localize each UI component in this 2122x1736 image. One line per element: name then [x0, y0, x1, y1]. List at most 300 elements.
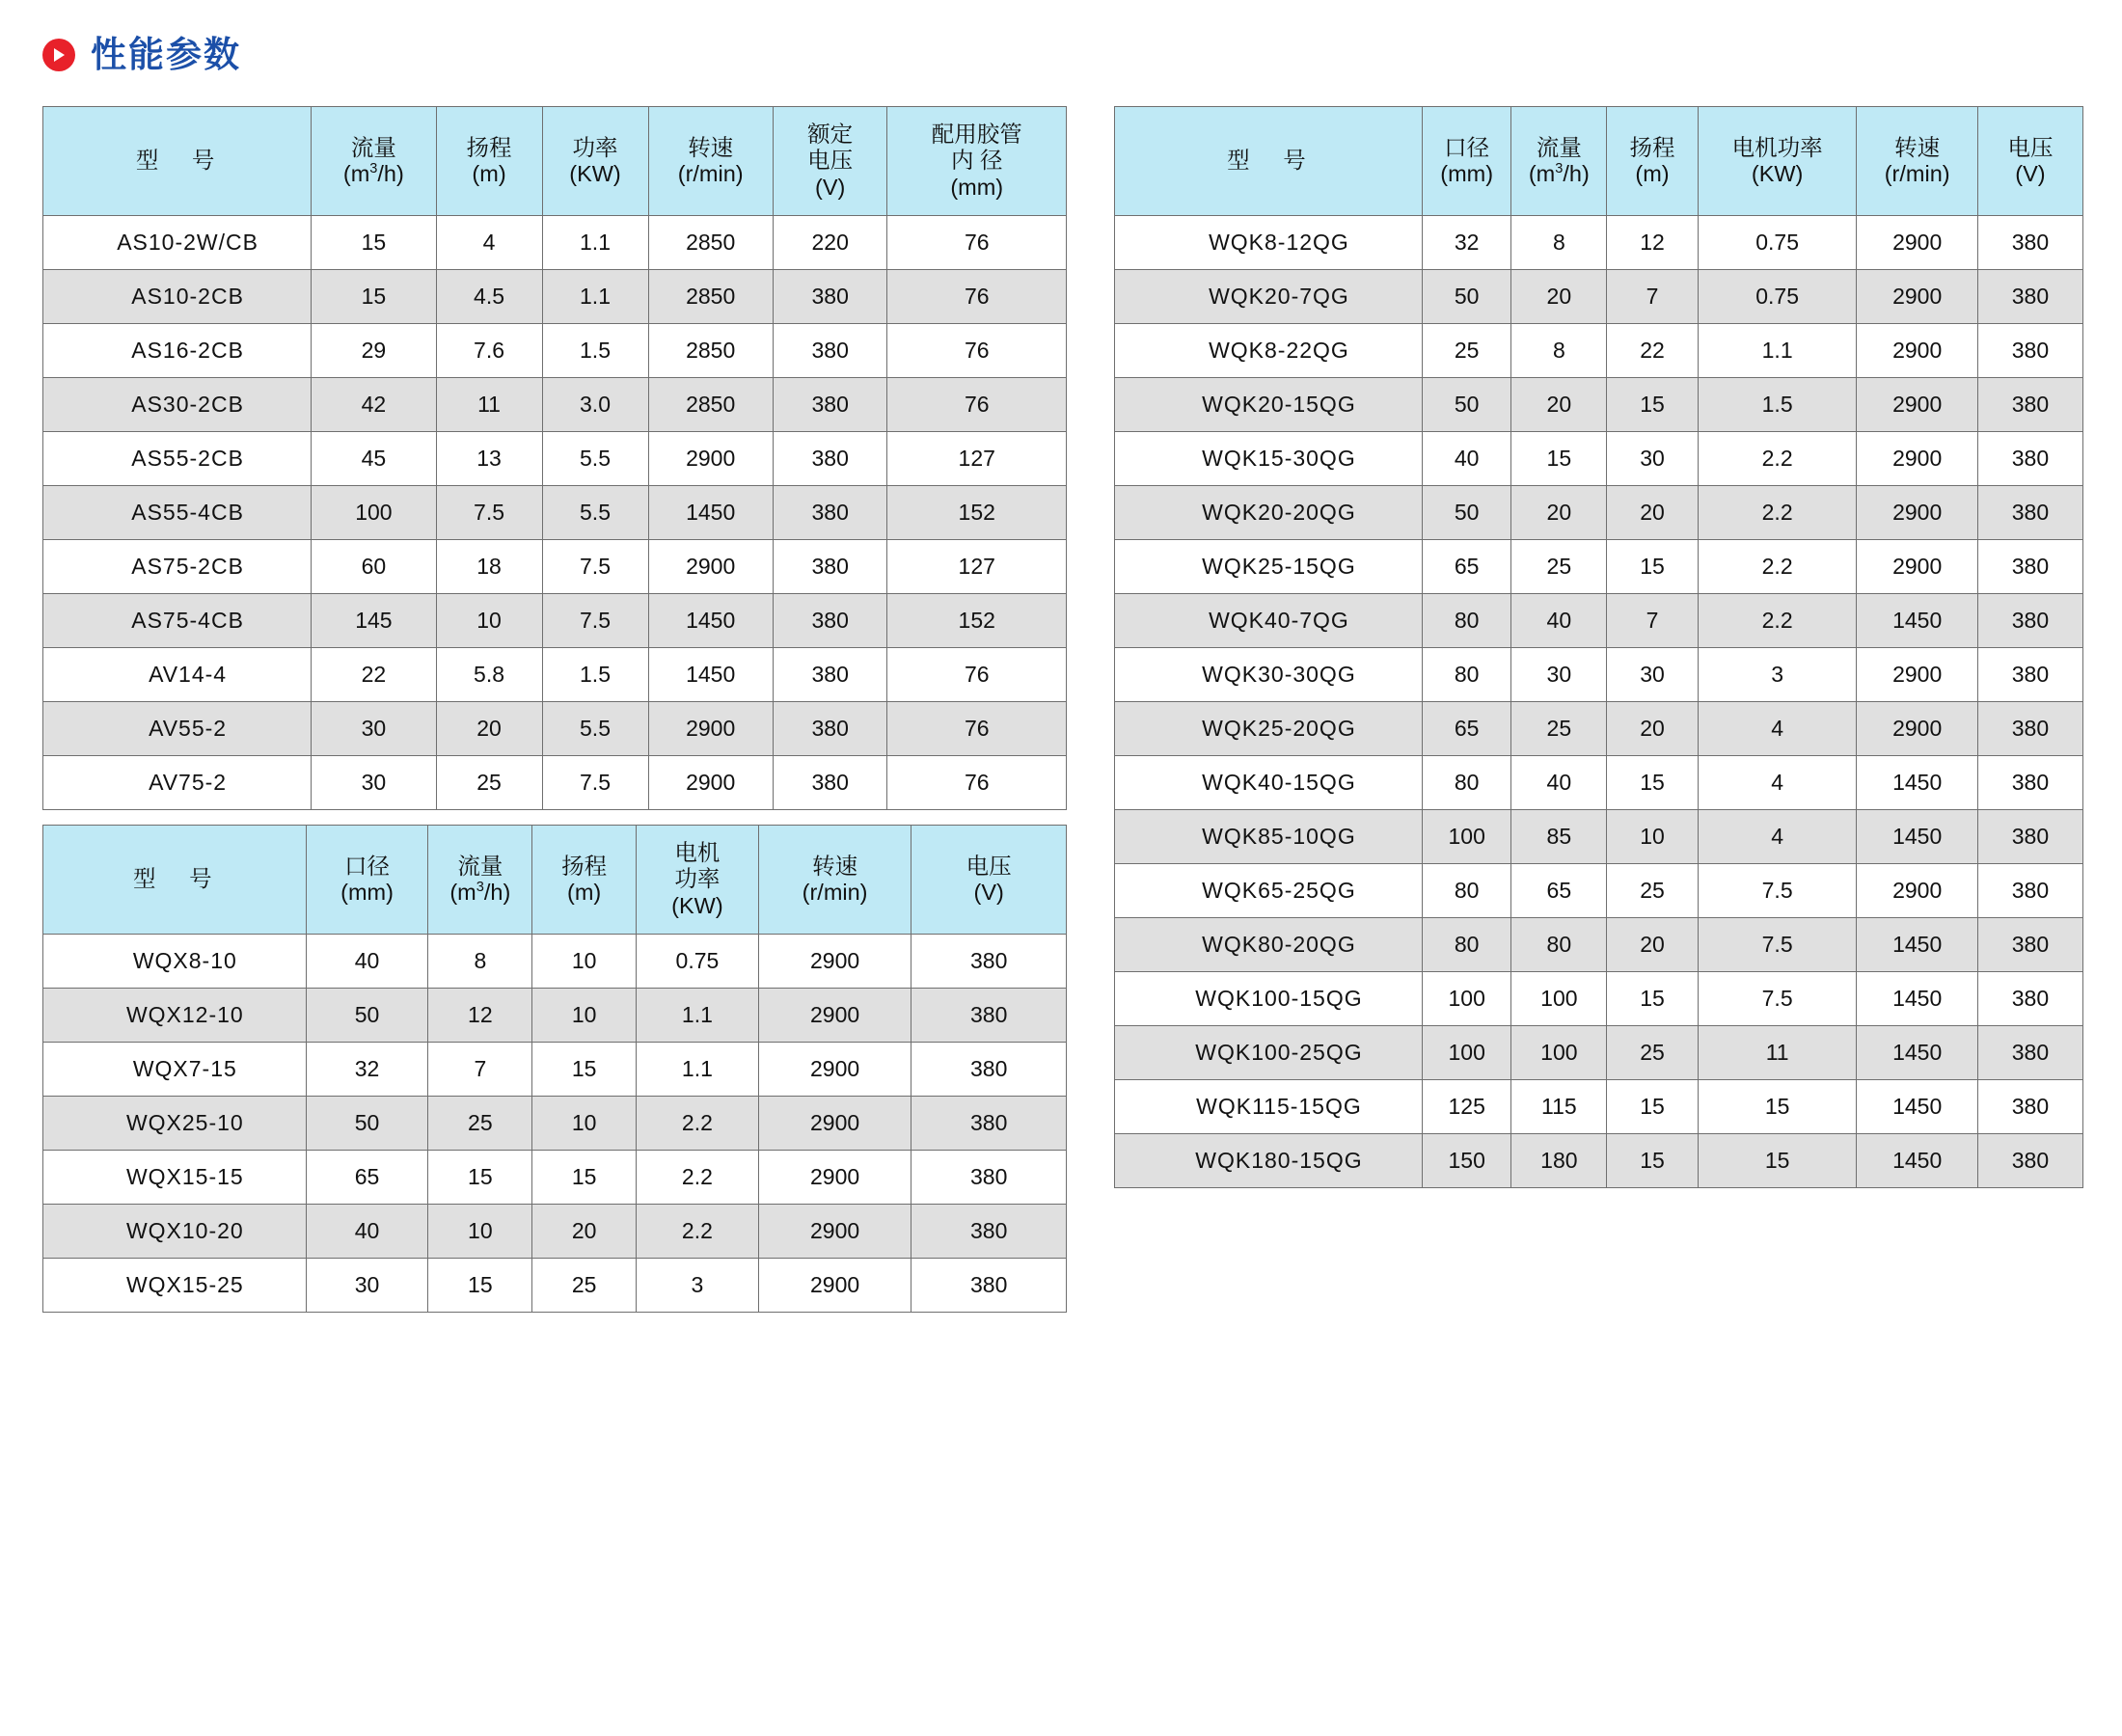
cell-value: 80 — [1422, 756, 1511, 810]
column-header: 额定 电压 (V) — [773, 107, 887, 216]
cell-value: 380 — [1977, 1026, 2082, 1080]
cell-value: 380 — [1977, 486, 2082, 540]
table-row — [43, 989, 1067, 1043]
cell-model: WQK20-7QG — [1115, 270, 1423, 324]
cell-value: 15 — [1607, 540, 1699, 594]
table-body-wqx — [43, 935, 1067, 1313]
cell-value: 1450 — [1857, 810, 1978, 864]
cell-value: 30 — [1511, 648, 1607, 702]
cell-value: 2850 — [648, 378, 773, 432]
cell-value: 10 — [436, 594, 542, 648]
cell-value: 15 — [1607, 1134, 1699, 1188]
cell-value: 380 — [1977, 648, 2082, 702]
cell-value: 7 — [428, 1043, 532, 1097]
cell-value: 380 — [773, 702, 887, 756]
cell-value: 380 — [1977, 594, 2082, 648]
cell-value: 380 — [773, 324, 887, 378]
cell-model: WQK100-25QG — [1115, 1026, 1423, 1080]
column-header: 转速 (r/min) — [758, 826, 911, 935]
cell-model: AS55-4CB — [43, 486, 312, 540]
cell-value: 15 — [532, 1151, 637, 1205]
cell-value: 1450 — [1857, 972, 1978, 1026]
cell-value: 380 — [1977, 972, 2082, 1026]
cell-value: 15 — [1607, 1080, 1699, 1134]
column-header: 流量 $(m^3/h)$ — [312, 107, 436, 216]
cell-value: 0.75 — [637, 935, 759, 989]
cell-value: 1450 — [1857, 1134, 1978, 1188]
cell-value: 8 — [428, 935, 532, 989]
cell-value: 1.1 — [542, 270, 648, 324]
table-row — [43, 648, 1067, 702]
cell-value: 18 — [436, 540, 542, 594]
cell-value: 2.2 — [1698, 594, 1857, 648]
table-row — [43, 702, 1067, 756]
table-row — [43, 1097, 1067, 1151]
cell-value: 3.0 — [542, 378, 648, 432]
cell-model: AS10-2W/CB — [43, 216, 312, 270]
cell-value: 20 — [532, 1205, 637, 1259]
cell-value: 2900 — [758, 935, 911, 989]
cell-value: 11 — [1698, 1026, 1857, 1080]
cell-value: 65 — [1422, 540, 1511, 594]
cell-model: WQK40-15QG — [1115, 756, 1423, 810]
table-row — [1115, 810, 2083, 864]
column-header: 配用胶管 内 径 (mm) — [887, 107, 1067, 216]
cell-model: WQK25-15QG — [1115, 540, 1423, 594]
cell-value: 80 — [1422, 864, 1511, 918]
cell-value: 25 — [1511, 540, 1607, 594]
cell-model: WQK15-30QG — [1115, 432, 1423, 486]
column-header: 流量 $(m^3/h)$ — [428, 826, 532, 935]
cell-value: 20 — [1607, 486, 1699, 540]
cell-value: 380 — [773, 270, 887, 324]
table-body-wqk — [1115, 216, 2083, 1188]
cell-value: 40 — [1511, 756, 1607, 810]
column-header: 电机 功率 (KW) — [637, 826, 759, 935]
cell-value: 1.5 — [542, 324, 648, 378]
cell-model: WQK65-25QG — [1115, 864, 1423, 918]
cell-model: AS30-2CB — [43, 378, 312, 432]
cell-value: 30 — [1607, 648, 1699, 702]
cell-value: 2900 — [648, 540, 773, 594]
cell-value: 76 — [887, 216, 1067, 270]
cell-model: WQK80-20QG — [1115, 918, 1423, 972]
cell-value: 0.75 — [1698, 216, 1857, 270]
cell-value: 7.6 — [436, 324, 542, 378]
cell-value: 10 — [532, 989, 637, 1043]
cell-value: 2.2 — [1698, 432, 1857, 486]
cell-value: 380 — [1977, 810, 2082, 864]
cell-value: 25 — [436, 756, 542, 810]
table-row — [43, 1259, 1067, 1313]
cell-value: 5.5 — [542, 702, 648, 756]
cell-value: 2900 — [1857, 378, 1978, 432]
cell-model: WQX10-20 — [43, 1205, 307, 1259]
cell-value: 25 — [428, 1097, 532, 1151]
cell-value: 12 — [1607, 216, 1699, 270]
cell-value: 150 — [1422, 1134, 1511, 1188]
table-row — [43, 216, 1067, 270]
table-row — [1115, 972, 2083, 1026]
cell-value: 15 — [312, 216, 436, 270]
cell-value: 15 — [1607, 972, 1699, 1026]
cell-value: 2900 — [758, 1205, 911, 1259]
column-header: 口径 (mm) — [306, 826, 428, 935]
cell-value: 1450 — [1857, 1080, 1978, 1134]
cell-model: WQK85-10QG — [1115, 810, 1423, 864]
cell-value: 76 — [887, 270, 1067, 324]
cell-model: WQX12-10 — [43, 989, 307, 1043]
cell-value: 20 — [1607, 702, 1699, 756]
cell-value: 7.5 — [542, 540, 648, 594]
cell-value: 380 — [1977, 270, 2082, 324]
cell-value: 40 — [306, 935, 428, 989]
cell-model: WQX7-15 — [43, 1043, 307, 1097]
cell-model: WQX15-25 — [43, 1259, 307, 1313]
cell-value: 4.5 — [436, 270, 542, 324]
cell-value: 1450 — [648, 594, 773, 648]
cell-value: 11 — [436, 378, 542, 432]
cell-value: 65 — [306, 1151, 428, 1205]
table-row — [43, 1151, 1067, 1205]
cell-value: 40 — [306, 1205, 428, 1259]
cell-value: 20 — [1511, 378, 1607, 432]
cell-value: 1450 — [1857, 594, 1978, 648]
table-header-as — [43, 107, 1067, 216]
cell-value: 2900 — [758, 1259, 911, 1313]
cell-value: 380 — [1977, 432, 2082, 486]
cell-model: WQK40-7QG — [1115, 594, 1423, 648]
cell-value: 1450 — [1857, 918, 1978, 972]
cell-value: 20 — [436, 702, 542, 756]
cell-value: 380 — [773, 540, 887, 594]
table-row — [1115, 702, 2083, 756]
table-row — [43, 1205, 1067, 1259]
cell-value: 76 — [887, 756, 1067, 810]
cell-model: AS16-2CB — [43, 324, 312, 378]
table-row — [43, 594, 1067, 648]
cell-value: 20 — [1607, 918, 1699, 972]
cell-value: 60 — [312, 540, 436, 594]
spec-table-wqk-series — [1114, 106, 2083, 1188]
cell-value: 100 — [312, 486, 436, 540]
table-row — [1115, 756, 2083, 810]
cell-value: 22 — [1607, 324, 1699, 378]
table-row — [1115, 1026, 2083, 1080]
table-row — [43, 324, 1067, 378]
cell-value: 76 — [887, 702, 1067, 756]
table-row — [1115, 1134, 2083, 1188]
cell-value: 1.1 — [542, 216, 648, 270]
cell-value: 380 — [911, 1151, 1067, 1205]
cell-value: 2900 — [758, 1151, 911, 1205]
cell-value: 100 — [1511, 972, 1607, 1026]
table-row — [1115, 864, 2083, 918]
cell-value: 10 — [532, 935, 637, 989]
cell-value: 115 — [1511, 1080, 1607, 1134]
cell-value: 1450 — [1857, 1026, 1978, 1080]
cell-value: 127 — [887, 540, 1067, 594]
cell-value: 380 — [773, 378, 887, 432]
cell-value: 80 — [1422, 594, 1511, 648]
cell-value: 2900 — [648, 756, 773, 810]
cell-value: 25 — [1422, 324, 1511, 378]
cell-value: 152 — [887, 486, 1067, 540]
header-row — [43, 826, 1067, 935]
cell-value: 12 — [428, 989, 532, 1043]
cell-value: 3 — [1698, 648, 1857, 702]
cell-model: WQK115-15QG — [1115, 1080, 1423, 1134]
cell-value: 50 — [1422, 486, 1511, 540]
cell-model: WQK20-15QG — [1115, 378, 1423, 432]
cell-value: 380 — [773, 648, 887, 702]
cell-value: 50 — [306, 989, 428, 1043]
cell-value: 380 — [911, 935, 1067, 989]
cell-model: WQK8-22QG — [1115, 324, 1423, 378]
cell-model: AS75-4CB — [43, 594, 312, 648]
cell-value: 32 — [1422, 216, 1511, 270]
cell-value: 8 — [1511, 324, 1607, 378]
cell-value: 42 — [312, 378, 436, 432]
cell-value: 2900 — [1857, 702, 1978, 756]
cell-value: 29 — [312, 324, 436, 378]
table-row — [43, 756, 1067, 810]
cell-value: 380 — [1977, 1080, 2082, 1134]
spec-table-wqx-series — [42, 825, 1067, 1313]
table-body-as — [43, 216, 1067, 810]
table-row — [43, 935, 1067, 989]
cell-value: 1.1 — [637, 1043, 759, 1097]
cell-value: 30 — [306, 1259, 428, 1313]
cell-value: 20 — [1511, 486, 1607, 540]
cell-model: WQK8-12QG — [1115, 216, 1423, 270]
table-row — [1115, 648, 2083, 702]
cell-value: 7.5 — [436, 486, 542, 540]
column-header: 型 号 — [43, 826, 307, 935]
table-row — [43, 378, 1067, 432]
cell-value: 380 — [1977, 378, 2082, 432]
cell-value: 380 — [1977, 918, 2082, 972]
cell-value: 380 — [773, 432, 887, 486]
cell-value: 7.5 — [1698, 918, 1857, 972]
cell-value: 80 — [1422, 648, 1511, 702]
cell-value: 1.1 — [637, 989, 759, 1043]
cell-value: 2900 — [1857, 486, 1978, 540]
cell-model: WQX8-10 — [43, 935, 307, 989]
cell-value: 2850 — [648, 216, 773, 270]
cell-value: 2900 — [1857, 864, 1978, 918]
column-header: 扬程 (m) — [436, 107, 542, 216]
cell-value: 380 — [1977, 756, 2082, 810]
cell-model: WQX25-10 — [43, 1097, 307, 1151]
table-row — [43, 432, 1067, 486]
cell-value: 2900 — [1857, 216, 1978, 270]
cell-value: 100 — [1422, 972, 1511, 1026]
cell-value: 180 — [1511, 1134, 1607, 1188]
cell-value: 45 — [312, 432, 436, 486]
cell-value: 20 — [1511, 270, 1607, 324]
cell-value: 4 — [1698, 702, 1857, 756]
cell-value: 380 — [1977, 324, 2082, 378]
play-triangle-icon — [42, 39, 75, 71]
cell-value: 2.2 — [637, 1151, 759, 1205]
cell-model: WQK25-20QG — [1115, 702, 1423, 756]
cell-value: 2.2 — [637, 1205, 759, 1259]
cell-value: 1.5 — [1698, 378, 1857, 432]
cell-value: 127 — [887, 432, 1067, 486]
cell-value: 22 — [312, 648, 436, 702]
cell-value: 1450 — [1857, 756, 1978, 810]
cell-value: 65 — [1422, 702, 1511, 756]
table-header-wqk — [1115, 107, 2083, 216]
cell-value: 380 — [1977, 864, 2082, 918]
cell-value: 50 — [1422, 270, 1511, 324]
cell-value: 2850 — [648, 324, 773, 378]
cell-value: 3 — [637, 1259, 759, 1313]
column-header: 转速 (r/min) — [1857, 107, 1978, 216]
cell-value: 7 — [1607, 594, 1699, 648]
cell-value: 7.5 — [1698, 972, 1857, 1026]
cell-model: WQK30-30QG — [1115, 648, 1423, 702]
cell-value: 380 — [911, 1097, 1067, 1151]
cell-value: 10 — [1607, 810, 1699, 864]
cell-value: 100 — [1511, 1026, 1607, 1080]
cell-value: 30 — [1607, 432, 1699, 486]
table-row — [1115, 486, 2083, 540]
cell-value: 7.5 — [542, 756, 648, 810]
cell-value: 15 — [1607, 756, 1699, 810]
cell-value: 76 — [887, 378, 1067, 432]
cell-value: 380 — [911, 1259, 1067, 1313]
cell-value: 100 — [1422, 1026, 1511, 1080]
cell-model: WQK100-15QG — [1115, 972, 1423, 1026]
cell-value: 2900 — [1857, 540, 1978, 594]
table-row — [1115, 594, 2083, 648]
cell-value: 85 — [1511, 810, 1607, 864]
cell-value: 76 — [887, 648, 1067, 702]
cell-value: 15 — [428, 1259, 532, 1313]
table-row — [1115, 1080, 2083, 1134]
cell-value: 4 — [1698, 810, 1857, 864]
column-header: 电机功率 (KW) — [1698, 107, 1857, 216]
cell-value: 1.5 — [542, 648, 648, 702]
cell-value: 7.5 — [542, 594, 648, 648]
spec-table-as-series — [42, 106, 1067, 810]
cell-value: 380 — [911, 1043, 1067, 1097]
cell-value: 380 — [1977, 702, 2082, 756]
cell-value: 40 — [1422, 432, 1511, 486]
cell-value: 380 — [911, 989, 1067, 1043]
cell-value: 2900 — [648, 432, 773, 486]
column-header: 流量 $(m^3/h)$ — [1511, 107, 1607, 216]
cell-model: AS55-2CB — [43, 432, 312, 486]
cell-model: AS10-2CB — [43, 270, 312, 324]
cell-value: 380 — [1977, 540, 2082, 594]
section-heading — [42, 37, 241, 72]
cell-value: 65 — [1511, 864, 1607, 918]
cell-value: 32 — [306, 1043, 428, 1097]
cell-model: WQK180-15QG — [1115, 1134, 1423, 1188]
cell-value: 2850 — [648, 270, 773, 324]
cell-value: 76 — [887, 324, 1067, 378]
column-header: 型 号 — [43, 107, 312, 216]
cell-value: 1450 — [648, 486, 773, 540]
cell-value: 25 — [1607, 864, 1699, 918]
cell-value: 0.75 — [1698, 270, 1857, 324]
cell-value: 10 — [532, 1097, 637, 1151]
cell-value: 15 — [1511, 432, 1607, 486]
cell-value: 50 — [306, 1097, 428, 1151]
cell-value: 25 — [1607, 1026, 1699, 1080]
table-row — [1115, 324, 2083, 378]
column-header: 电压 (V) — [911, 826, 1067, 935]
cell-value: 380 — [911, 1205, 1067, 1259]
cell-value: 15 — [312, 270, 436, 324]
cell-value: 7.5 — [1698, 864, 1857, 918]
cell-value: 5.8 — [436, 648, 542, 702]
cell-value: 25 — [1511, 702, 1607, 756]
table-row — [43, 486, 1067, 540]
cell-value: 5.5 — [542, 486, 648, 540]
column-header: 功率 (KW) — [542, 107, 648, 216]
cell-value: 2900 — [1857, 324, 1978, 378]
cell-value: 2900 — [1857, 432, 1978, 486]
cell-value: 380 — [1977, 216, 2082, 270]
cell-value: 1450 — [648, 648, 773, 702]
table-row — [43, 1043, 1067, 1097]
table-row — [43, 270, 1067, 324]
cell-value: 80 — [1511, 918, 1607, 972]
cell-value: 2900 — [758, 1043, 911, 1097]
cell-value: 8 — [1511, 216, 1607, 270]
cell-value: 15 — [1698, 1134, 1857, 1188]
cell-value: 4 — [1698, 756, 1857, 810]
cell-value: 125 — [1422, 1080, 1511, 1134]
table-row — [1115, 270, 2083, 324]
cell-value: 380 — [773, 594, 887, 648]
cell-value: 2.2 — [1698, 540, 1857, 594]
cell-value: 15 — [1698, 1080, 1857, 1134]
cell-value: 10 — [428, 1205, 532, 1259]
cell-value: 2900 — [758, 1097, 911, 1151]
cell-value: 4 — [436, 216, 542, 270]
cell-value: 25 — [532, 1259, 637, 1313]
cell-value: 100 — [1422, 810, 1511, 864]
column-header: 转速 (r/min) — [648, 107, 773, 216]
cell-value: 30 — [312, 702, 436, 756]
cell-value: 5.5 — [542, 432, 648, 486]
cell-value: 220 — [773, 216, 887, 270]
column-header: 电压 (V) — [1977, 107, 2082, 216]
cell-model: AV55-2 — [43, 702, 312, 756]
page-title: 性能参数 — [91, 35, 241, 74]
cell-value: 380 — [773, 756, 887, 810]
cell-value: 2.2 — [1698, 486, 1857, 540]
cell-value: 2900 — [758, 989, 911, 1043]
cell-value: 80 — [1422, 918, 1511, 972]
column-header: 口径 (mm) — [1422, 107, 1511, 216]
column-header: 扬程 (m) — [1607, 107, 1699, 216]
table-row — [1115, 432, 2083, 486]
cell-value: 40 — [1511, 594, 1607, 648]
table-row — [1115, 378, 2083, 432]
cell-value: 380 — [1977, 1134, 2082, 1188]
cell-model: WQK20-20QG — [1115, 486, 1423, 540]
header-row — [1115, 107, 2083, 216]
cell-model: AS75-2CB — [43, 540, 312, 594]
cell-value: 50 — [1422, 378, 1511, 432]
column-header: 型 号 — [1115, 107, 1423, 216]
